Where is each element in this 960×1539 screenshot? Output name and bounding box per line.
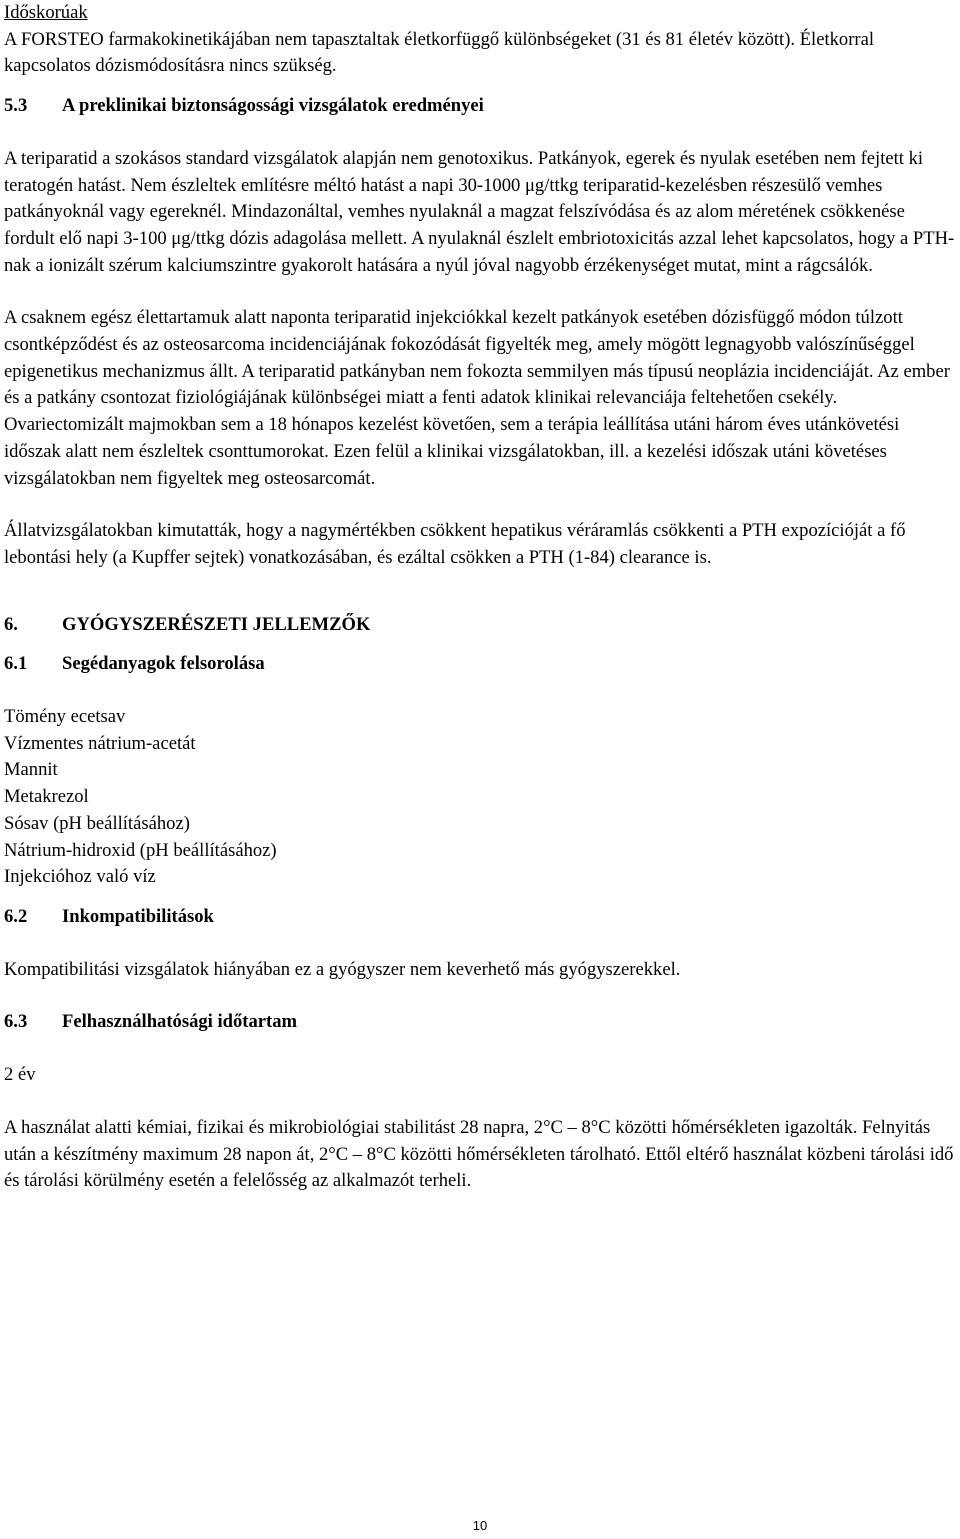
section-6-3-heading xyxy=(4,1009,958,1036)
list-item: Vízmentes nátrium-acetát xyxy=(4,732,196,754)
section-5-3-paragraph-2: A csaknem egész élettartamuk alatt naponta teriparatid injekciókkal kezelt patkányok esetében dózisfüggő módon túlzott csontképződést és az osteosarcoma incidenciájának fokozódását figyelték meg, amely mögött legnagyobb valószínűséggel epigenetikus mechanizmus állt. A teriparatid patkányban nem fokozta semmilyen más típusú neoplázia incidenciáját. Az ember és a patkány csontozat fiziológiájának különbségei miatt a fenti adatok klinikai relevanciája feltehetően csekély. Ovariectomizált majmokban sem a 18 hónapos kezelést követően, sem a terápia leállítása utáni három éves utánkövetési időszak alatt nem észleltek csonttumorokat. Ezen felül a klinikai vizsgálatokban, ill. a kezelési időszak utáni követéses vizsgálatokban nem figyeltek meg osteosarcomát. xyxy=(4,307,950,489)
section-5-3-heading xyxy=(4,93,958,120)
list-item: Mannit xyxy=(4,759,58,781)
section-6-title: GYÓGYSZERÉSZETI JELLEMZŐK xyxy=(62,613,371,635)
page-number: 10 xyxy=(472,1518,488,1533)
section-5-3-paragraph-3: Állatvizsgálatokban kimutatták, hogy a nagymértékben csökkent hepatikus véráramlás csökkenti a PTH expozícióját a fő lebontási hely (a Kupffer sejtek) vonatkozásában, és ezáltal csökken a PTH (1-84) clearance is. xyxy=(4,520,906,568)
section-6-2-title: Inkompatibilitások xyxy=(62,905,214,927)
elderly-text: A FORSTEO farmakokinetikájában nem tapasztaltak életkorfüggő különbségeket (31 és 81 életév között). Életkorral kapcsolatos dózismódosításra nincs szükség. xyxy=(4,28,875,77)
section-6-3-number: 6.3 xyxy=(4,1011,28,1033)
section-6-2-text: Kompatibilitási vizsgálatok hiányában ez a gyógyszer nem keverhető más gyógyszerekkel. xyxy=(4,958,681,980)
elderly-heading: Időskorúak xyxy=(4,2,88,23)
section-6-number: 6. xyxy=(4,613,18,635)
section-5-3-paragraph-1: A teriparatid a szokásos standard vizsgálatok alapján nem genotoxikus. Patkányok, egerek és nyulak esetében nem fejtett ki teratogén hatást. Nem észleltek említésre méltó hatást a napi 30-1000 μg/ttkg teriparatid-kezelésben részesülő vemhes patkányoknál vagy egereknél. Mindazonáltal, vemhes nyulaknál a magzat felszívódása és az alom méretének csökkenése fordult elő napi 3-100 μg/ttkg dózis adagolása mellett. A nyulaknál észlelt embriotoxicitás azzal lehet kapcsolatos, hogy a PTH-nak a ionizált szérum kalciumszintre gyakorolt hatására a nyúl jóval nagyobb érzékenységet mutat, mint a rágcsálók. xyxy=(4,147,955,276)
section-6-1-heading xyxy=(4,651,958,678)
section-5-3-title: A preklinikai biztonságossági vizsgálatok eredményei xyxy=(62,95,484,117)
section-6-2-heading xyxy=(4,904,958,931)
section-6-heading xyxy=(4,612,958,639)
excipient-list xyxy=(4,704,958,891)
list-item: Tömény ecetsav xyxy=(4,706,126,728)
list-item: Nátrium-hidroxid (pH beállításához) xyxy=(4,839,277,861)
section-6-3-text: A használat alatti kémiai, fizikai és mikrobiológiai stabilitást 28 napra, 2°C – 8°C közötti hőmérsékleten igazolták. Felnyitás után a készítmény maximum 28 napon át, 2°C – 8°C közötti hőmérsékleten tárolható. Ettől eltérő használat közbeni tárolási idő és tárolási körülmény esetén a felelősség az alkalmazót terheli. xyxy=(4,1116,954,1192)
list-item: Injekcióhoz való víz xyxy=(4,866,156,888)
section-6-1-number: 6.1 xyxy=(4,653,28,675)
section-5-3-number: 5.3 xyxy=(4,95,28,117)
section-6-2-number: 6.2 xyxy=(4,905,28,927)
shelf-life-value: 2 év xyxy=(4,1064,36,1086)
section-6-1-title: Segédanyagok felsorolása xyxy=(62,653,265,675)
list-item: Metakrezol xyxy=(4,786,89,808)
section-6-3-title: Felhasználhatósági időtartam xyxy=(62,1011,298,1033)
list-item: Sósav (pH beállításához) xyxy=(4,812,190,834)
document-page xyxy=(4,0,958,1195)
